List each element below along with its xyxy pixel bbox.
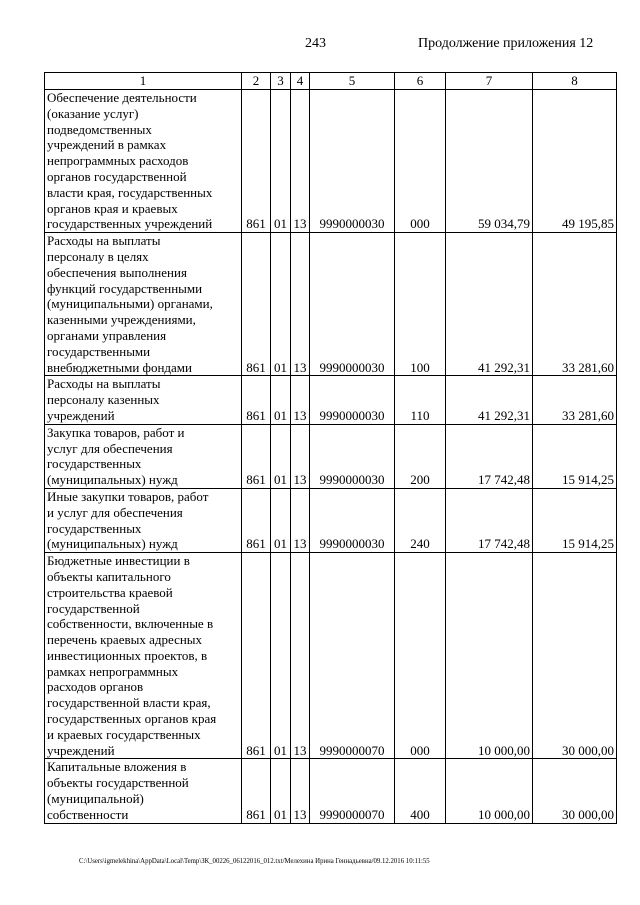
description-line: (муниципальными) органами,: [47, 296, 213, 312]
section-code: 01: [271, 759, 291, 823]
subsection-code: 13: [291, 759, 310, 823]
chapter-code: 861: [242, 553, 271, 759]
description-line: Расходы на выплаты: [47, 376, 161, 392]
target-article-code: 9990000030: [310, 488, 395, 552]
description-line: (муниципальных) нужд: [47, 536, 178, 552]
expense-type-code: 240: [395, 488, 446, 552]
amount-year-2: 30 000,00: [533, 553, 617, 759]
expense-type-code: 000: [395, 90, 446, 233]
column-header: 1: [45, 73, 242, 90]
subsection-code: 13: [291, 553, 310, 759]
row-description: [45, 488, 242, 552]
column-header: 8: [533, 73, 617, 90]
subsection-code: 13: [291, 376, 310, 424]
subsection-code: 13: [291, 424, 310, 488]
description-line: Закупка товаров, работ и: [47, 424, 185, 440]
description-line: (муниципальных) нужд: [47, 472, 178, 488]
amount-year-2: 15 914,25: [533, 424, 617, 488]
description-line: органов края и краевых: [47, 200, 178, 216]
description-line: рамках непрограммных: [47, 663, 179, 679]
description-line: государственной: [47, 600, 140, 616]
description-line: перечень краевых адресных: [47, 632, 203, 648]
description-line: органов государственной: [47, 168, 187, 184]
description-line: объекты государственной: [47, 775, 189, 791]
description-line: государственных: [47, 456, 142, 472]
description-line: государственной власти края,: [47, 695, 211, 711]
section-code: 01: [271, 376, 291, 424]
amount-year-1: 10 000,00: [446, 759, 533, 823]
description-line: государственных: [47, 520, 142, 536]
description-line: Обеспечение деятельности: [47, 90, 197, 105]
expense-type-code: 000: [395, 553, 446, 759]
description-line: казенными учреждениями,: [47, 312, 196, 328]
appendix-continuation: Продолжение приложения 12: [418, 36, 594, 51]
expense-type-code: 200: [395, 424, 446, 488]
target-article-code: 9990000070: [310, 759, 395, 823]
description-line: строительства краевой: [47, 584, 173, 600]
description-line: непрограммных расходов: [47, 153, 189, 169]
column-header: 7: [446, 73, 533, 90]
file-path-footer: C:\Users\igmelekhina\AppData\Local\Temp\ЗК_00226_06122016_012.txt/Мелехина Ирина Геннадьевна/09.12.2016 10:11:55: [79, 858, 430, 865]
column-header: 5: [310, 73, 395, 90]
expense-type-code: 100: [395, 233, 446, 376]
subsection-code: 13: [291, 233, 310, 376]
description-line: (оказание услуг): [47, 105, 139, 121]
chapter-code: 861: [242, 376, 271, 424]
row-description: [45, 90, 242, 233]
description-line: учреждений: [47, 407, 115, 423]
amount-year-2: 33 281,60: [533, 233, 617, 376]
expense-type-code: 110: [395, 376, 446, 424]
column-header: 4: [291, 73, 310, 90]
description-line: Капитальные вложения в: [47, 759, 187, 775]
description-line: персоналу казенных: [47, 392, 160, 408]
amount-year-2: 49 195,85: [533, 90, 617, 233]
table-row: [45, 488, 617, 552]
description-line: внебюджетными фондами: [47, 359, 192, 375]
subsection-code: 13: [291, 90, 310, 233]
description-line: и услуг для обеспечения: [47, 504, 183, 520]
description-line: власти края, государственных: [47, 184, 213, 200]
description-line: органами управления: [47, 327, 167, 343]
chapter-code: 861: [242, 759, 271, 823]
target-article-code: 9990000030: [310, 90, 395, 233]
amount-year-2: 30 000,00: [533, 759, 617, 823]
amount-year-2: 33 281,60: [533, 376, 617, 424]
chapter-code: 861: [242, 424, 271, 488]
section-code: 01: [271, 553, 291, 759]
target-article-code: 9990000030: [310, 424, 395, 488]
amount-year-1: 17 742,48: [446, 424, 533, 488]
target-article-code: 9990000030: [310, 376, 395, 424]
description-line: Бюджетные инвестиции в: [47, 553, 190, 569]
description-line: расходов органов: [47, 679, 144, 695]
description-line: собственности: [47, 806, 129, 822]
column-header: 3: [271, 73, 291, 90]
target-article-code: 9990000030: [310, 233, 395, 376]
description-line: объекты капитального: [47, 568, 171, 584]
table-row: [45, 424, 617, 488]
description-line: и краевых государственных: [47, 726, 201, 742]
table-row: [45, 233, 617, 376]
description-line: собственности, включенные в: [47, 616, 214, 632]
description-line: персоналу в целях: [47, 248, 149, 264]
table-row: [45, 90, 617, 233]
column-header: 6: [395, 73, 446, 90]
budget-table: [44, 72, 617, 824]
description-line: услуг для обеспечения: [47, 440, 173, 456]
table-row: [45, 376, 617, 424]
amount-year-2: 15 914,25: [533, 488, 617, 552]
amount-year-1: 41 292,31: [446, 233, 533, 376]
description-line: подведомственных: [47, 121, 152, 137]
column-header: 2: [242, 73, 271, 90]
table-row: [45, 553, 617, 759]
description-line: государственных органов края: [47, 711, 217, 727]
amount-year-1: 10 000,00: [446, 553, 533, 759]
table-header-row: [45, 73, 617, 90]
description-line: учреждений в рамках: [47, 137, 167, 153]
section-code: 01: [271, 488, 291, 552]
page-number: 243: [305, 36, 326, 51]
amount-year-1: 41 292,31: [446, 376, 533, 424]
row-description: [45, 553, 242, 759]
description-line: государственных учреждений: [47, 216, 213, 232]
chapter-code: 861: [242, 90, 271, 233]
section-code: 01: [271, 233, 291, 376]
amount-year-1: 17 742,48: [446, 488, 533, 552]
description-line: инвестиционных проектов, в: [47, 647, 208, 663]
section-code: 01: [271, 424, 291, 488]
description-line: Расходы на выплаты: [47, 233, 161, 249]
chapter-code: 861: [242, 233, 271, 376]
description-line: учреждений: [47, 742, 115, 758]
subsection-code: 13: [291, 488, 310, 552]
description-line: функций государственными: [47, 280, 203, 296]
description-line: государственными: [47, 343, 151, 359]
section-code: 01: [271, 90, 291, 233]
amount-year-1: 59 034,79: [446, 90, 533, 233]
description-line: обеспечения выполнения: [47, 264, 187, 280]
description-line: (муниципальной): [47, 791, 144, 807]
table-row: [45, 759, 617, 823]
row-description: [45, 424, 242, 488]
chapter-code: 861: [242, 488, 271, 552]
row-description: [45, 233, 242, 376]
row-description: [45, 376, 242, 424]
expense-type-code: 400: [395, 759, 446, 823]
target-article-code: 9990000070: [310, 553, 395, 759]
description-line: Иные закупки товаров, работ: [47, 488, 209, 504]
row-description: [45, 759, 242, 823]
